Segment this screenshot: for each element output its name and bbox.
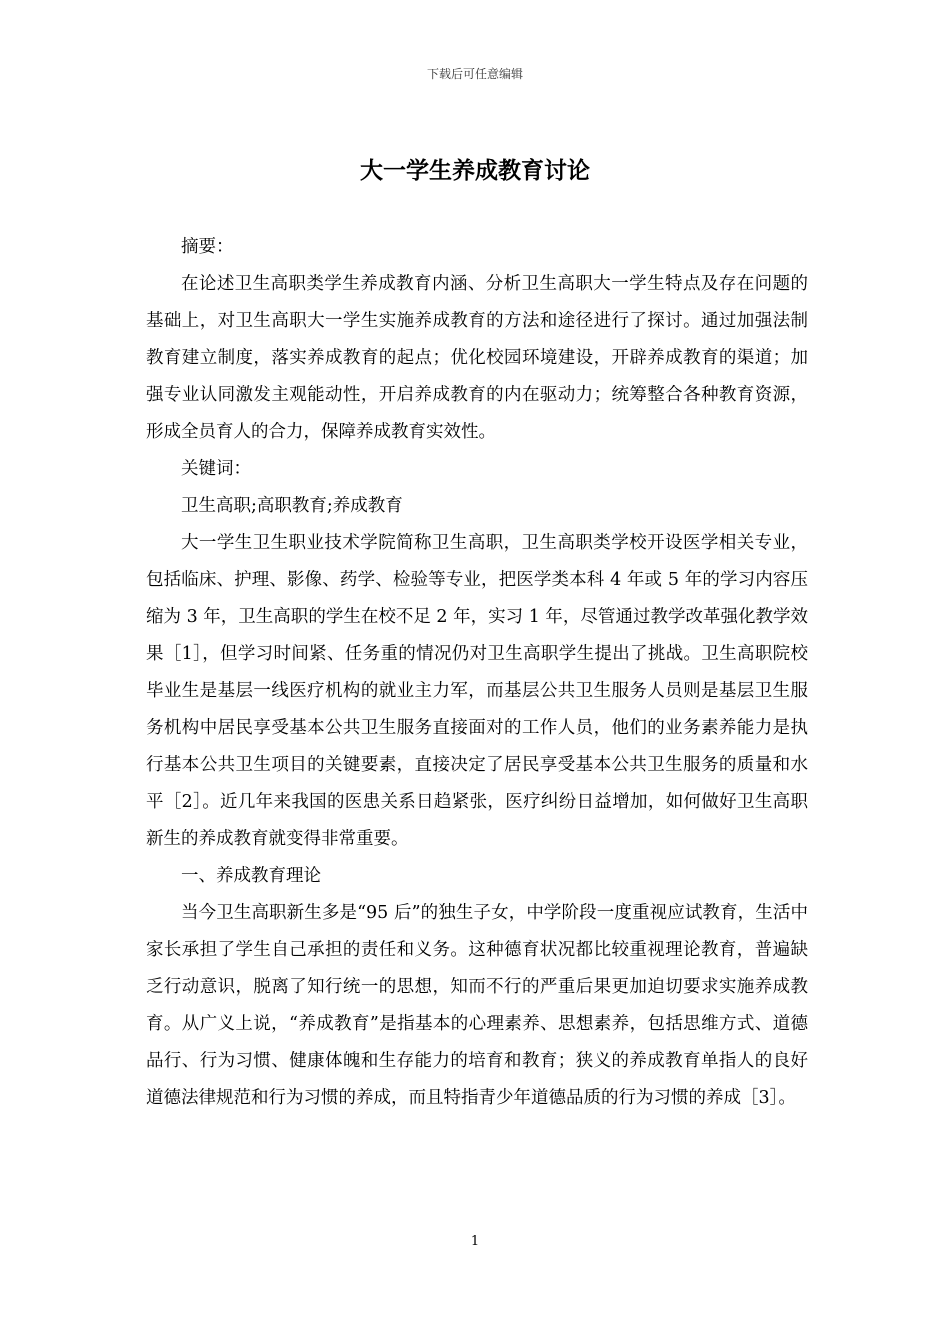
section-heading: 一、养成教育理论 <box>181 866 321 886</box>
document-title: 大一学生养成教育讨论 <box>360 157 590 184</box>
page-header: 下载后可任意编辑 <box>426 67 523 81</box>
keywords-label: 关键词： <box>181 459 251 479</box>
page-number: 1 <box>470 1234 480 1249</box>
keywords: 卫生高职;高职教育;养成教育 <box>181 496 403 516</box>
abstract-label: 摘要： <box>181 237 234 257</box>
intro-paragraph: 大一学生卫生职业技术学院简称卫生高职，卫生高职类学校开设医学相关专业，包括临床、护理、影像、药学、检验等专业，把医学类本科 4 年或 5 年的学习内容压缩为 3 年，卫生高职的学生在校不足 2 年，实习 1 年，尽管通过教学改革强化教学效果［1］，但学习时间紧、任务重的情况仍对卫生高职学生提出了挑战。卫生高职院校毕业生是基层一线医疗机构的就业主力军，而基层公共卫生服务人员则是基层卫生服务机构中居民享受基本公共卫生服务直接面对的工作人员，他们的业务素养能力是执行基本公共卫生项目的关键要素，直接决定了居民享受基本公共卫生服务的质量和水平［2］。近几年来我国的医患关系日趋紧张，医疗纠纷日益增加，如何做好卫生高职新生的养成教育就变得非常重要。 <box>146 533 808 849</box>
section-paragraph: 当今卫生高职新生多是“95 后”的独生子女，中学阶段一度重视应试教育，生活中家长承担了学生自己承担的责任和义务。这种德育状况都比较重视理论教育，普遍缺乏行动意识，脱离了知行统一的思想，知而不行的严重后果更加迫切要求实施养成教育。从广义上说，“养成教育”是指基本的心理素养、思想素养，包括思维方式、道德品行、行为习惯、健康体魄和生存能力的培育和教育；狭义的养成教育单指人的良好道德法律规范和行为习惯的养成，而且特指青少年道德品质的行为习惯的养成［3］。 <box>146 903 808 1108</box>
abstract-paragraph: 在论述卫生高职类学生养成教育内涵、分析卫生高职大一学生特点及存在问题的基础上，对卫生高职大一学生实施养成教育的方法和途径进行了探讨。通过加强法制教育建立制度，落实养成教育的起点；优化校园环境建设，开辟养成教育的渠道；加强专业认同激发主观能动性，开启养成教育的内在驱动力；统筹整合各种教育资源，形成全员育人的合力，保障养成教育实效性。 <box>146 274 808 442</box>
document-body <box>146 229 808 1117</box>
